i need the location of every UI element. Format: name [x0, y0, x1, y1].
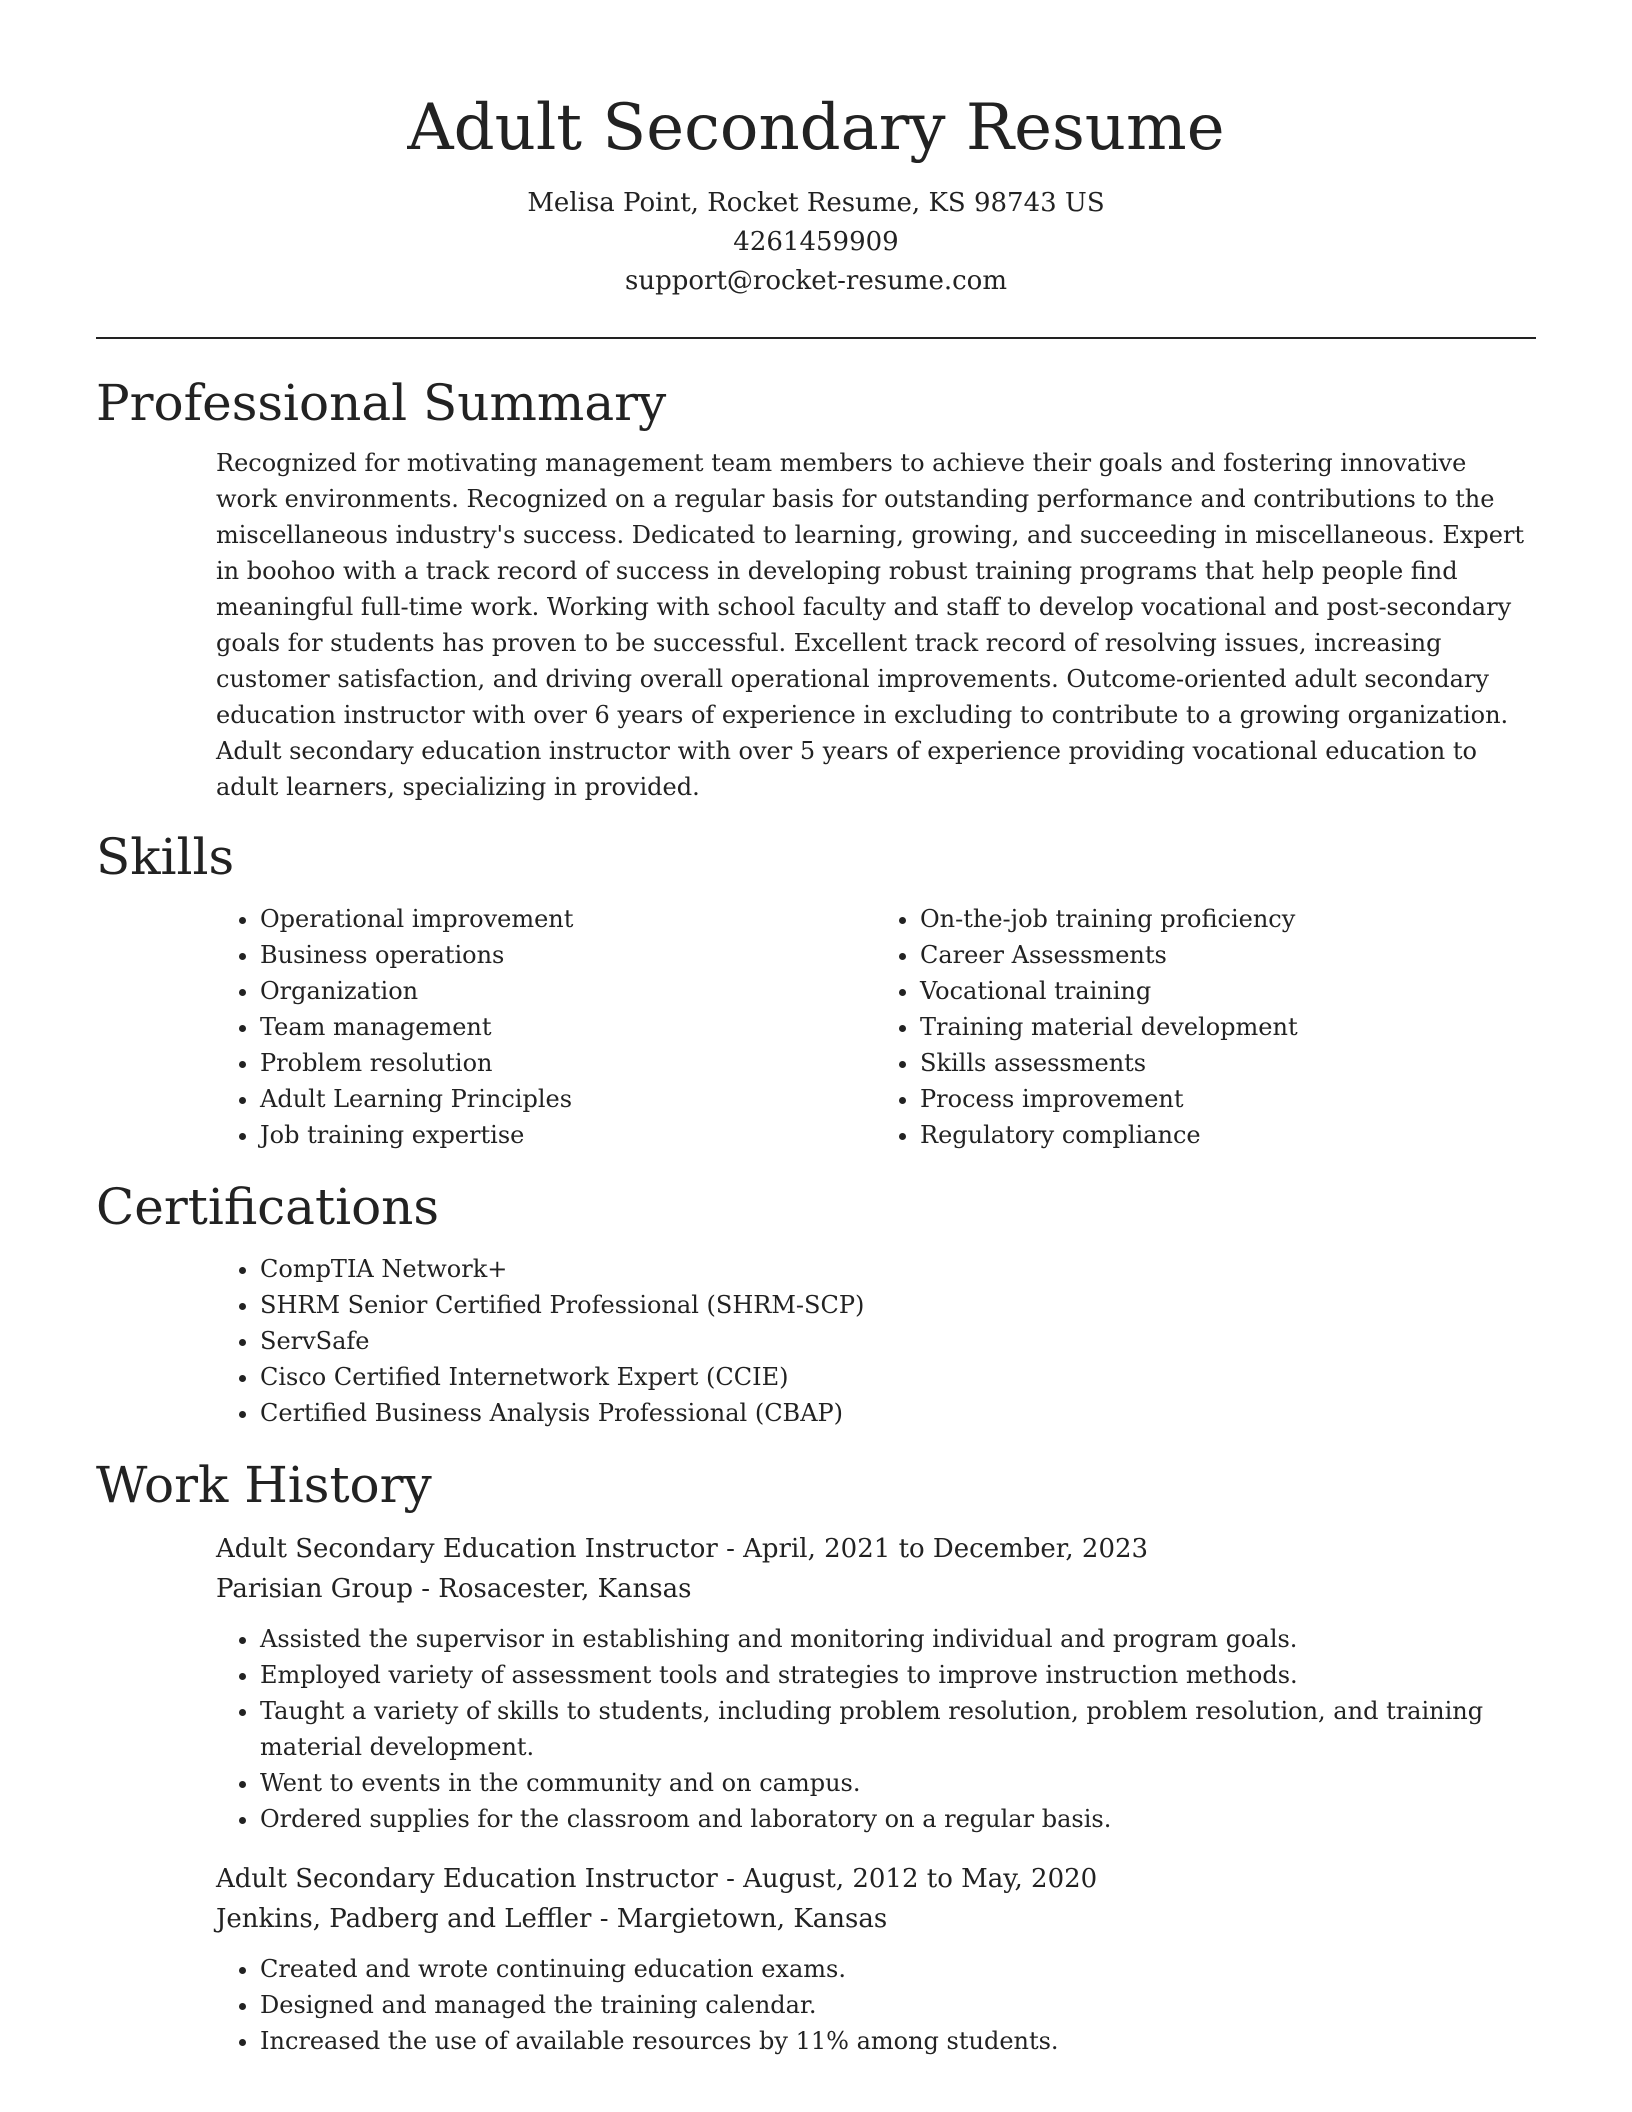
job-duty-item: • Ordered supplies for the classroom and laboratory on a regular basis.: [260, 1801, 1536, 1837]
job-duty-item: • Assisted the supervisor in establishing and monitoring individual and program goals.: [260, 1621, 1536, 1657]
skill-item: • Process improvement: [920, 1081, 1536, 1117]
contact-email[interactable]: support@rocket-resume.com: [624, 266, 1007, 296]
job-company-line: Jenkins, Padberg and Leffler - Margietown, Kansas: [216, 1904, 888, 1934]
skill-item: • On-the-job training proficiency: [920, 901, 1536, 937]
certification-item: • SHRM Senior Certified Professional (SHRM-SCP): [260, 1287, 1536, 1323]
resume-header: [96, 0, 1536, 301]
job-title-line: Adult Secondary Education Instructor - August, 2012 to May, 2020: [216, 1864, 1098, 1894]
header-divider: [96, 337, 1536, 339]
skills-list-left: [216, 901, 876, 1153]
contact-address: Melisa Point, Rocket Resume, KS 98743 US: [527, 188, 1105, 218]
job-duty-item: • Increased the use of available resources by 11% among students.: [260, 2023, 1536, 2059]
skill-item: • Career Assessments: [920, 937, 1536, 973]
skills-heading: Skills: [96, 828, 235, 886]
job-duty-item: • Went to events in the community and on campus.: [260, 1765, 1536, 1801]
certification-item: • Certified Business Analysis Professional (CBAP): [260, 1395, 1536, 1431]
skills-columns: [216, 901, 1536, 1153]
certification-item: • ServSafe: [260, 1323, 1536, 1359]
skill-item: • Team management: [260, 1009, 876, 1045]
job-duty-item: • Taught a variety of skills to students, including problem resolution, problem resolution, and training material development.: [260, 1693, 1536, 1765]
skill-item: • Business operations: [260, 937, 876, 973]
job-entry: [216, 1859, 1536, 2059]
skill-item: • Vocational training: [920, 973, 1536, 1009]
job-entry: [216, 1529, 1536, 1837]
skill-item: • Job training expertise: [260, 1117, 876, 1153]
certifications-heading: Certifications: [96, 1178, 440, 1236]
skill-item: • Operational improvement: [260, 901, 876, 937]
skill-item: • Adult Learning Principles: [260, 1081, 876, 1117]
summary-heading: Professional Summary: [96, 374, 667, 432]
job-title-line: Adult Secondary Education Instructor - April, 2021 to December, 2023: [216, 1534, 1149, 1564]
job-company-line: Parisian Group - Rosacester, Kansas: [216, 1574, 692, 1604]
skill-item: • Regulatory compliance: [920, 1117, 1536, 1153]
certification-item: • CompTIA Network+: [260, 1251, 1536, 1287]
contact-phone: 4261459909: [733, 227, 899, 257]
job-duty-item: • Designed and managed the training calendar.: [260, 1987, 1536, 2023]
job-duties-list: [216, 1951, 1536, 2059]
skill-item: • Problem resolution: [260, 1045, 876, 1081]
work-history-heading: Work History: [96, 1456, 432, 1514]
resume-name: Adult Secondary Resume: [407, 91, 1225, 165]
contact-info: [96, 184, 1536, 301]
skill-item: • Organization: [260, 973, 876, 1009]
job-duties-list: [216, 1621, 1536, 1837]
job-duty-item: • Created and wrote continuing education exams.: [260, 1951, 1536, 1987]
job-duty-item: • Employed variety of assessment tools and strategies to improve instruction methods.: [260, 1657, 1536, 1693]
certifications-list: [216, 1251, 1536, 1431]
certification-item: • Cisco Certified Internetwork Expert (CCIE): [260, 1359, 1536, 1395]
skills-list-right: [876, 901, 1536, 1153]
resume-page: [96, 0, 1536, 2059]
skill-item: • Training material development: [920, 1009, 1536, 1045]
skill-item: • Skills assessments: [920, 1045, 1536, 1081]
summary-text: Recognized for motivating management team members to achieve their goals and fostering innovative work environments. Recognized on a regular basis for outstanding performance and contributions to the miscellaneous industry's success. Dedicated to learning, growing, and succeeding in miscellaneous. Expert in boohoo with a track record of success in developing robust training programs that help people find meaningful full-time work. Working with school faculty and staff to develop vocational and post-secondary goals for students has proven to be successful. Excellent track record of resolving issues, increasing customer satisfaction, and driving overall operational improvements. Outcome-oriented adult secondary education instructor with over 6 years of experience in excluding to contribute to a growing organization. Adult secondary education instructor with over 5 years of experience providing vocational education to adult learners, specializing in provided.: [216, 449, 1525, 801]
